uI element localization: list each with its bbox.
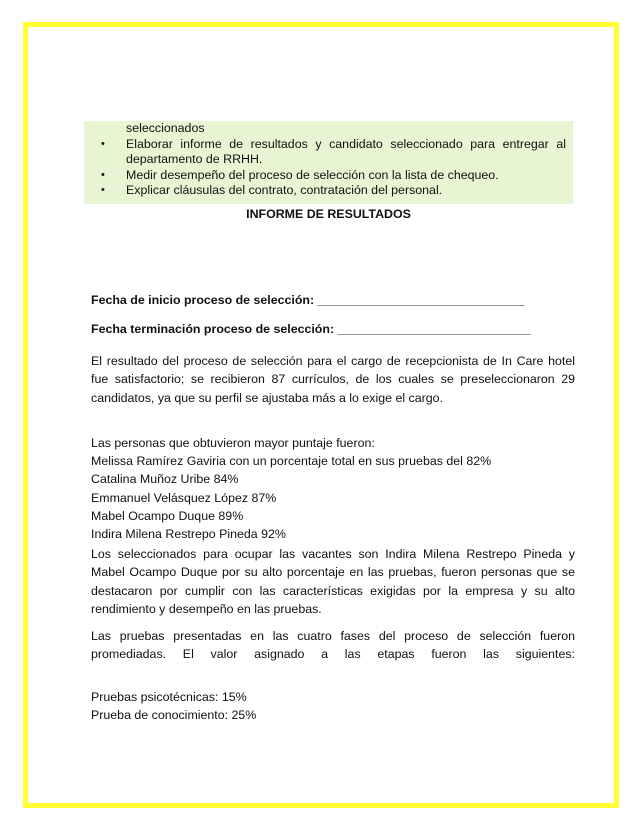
end-date-field: Fecha terminación proceso de selección: ____________________________ xyxy=(91,322,531,336)
bullet-text: Elaborar informe de resultados y candidato seleccionado para entregar al departamento de RRHH. xyxy=(126,136,566,166)
bullet-text: Explicar cláusulas del contrato, contratación del personal. xyxy=(126,183,443,197)
list-item: Pruebas psicotécnicas: 15% xyxy=(91,690,247,704)
list-item: Prueba de conocimiento: 25% xyxy=(91,708,257,723)
list-item xyxy=(84,121,573,137)
bullet-icon: • xyxy=(101,184,105,196)
bullet-list xyxy=(84,121,573,199)
scores-intro: Las personas que obtuvieron mayor puntaje fueron: xyxy=(91,436,375,450)
results-paragraph: El resultado del proceso de selección para el cargo de recepcionista de In Care hotel fue satisfactorio; se recibieron 87 currículos, de los cuales se preseleccionaron 29 candidatos, ya que su perfil se ajustaba más a lo exige el cargo. xyxy=(91,354,575,405)
scores-list xyxy=(91,434,491,543)
weights-list xyxy=(91,688,256,724)
list-item: Indira Milena Restrepo Pineda 92% xyxy=(91,527,286,542)
bullet-icon: • xyxy=(101,168,105,181)
selection-paragraph: Los seleccionados para ocupar las vacantes son Indira Milena Restrepo Pineda y Mabel Ocampo Duque por su alto porcentaje en las pruebas, fueron personas que se destacaron por cumplir con las características exigidas por la empresa y su alto rendimiento y desempeño en las pruebas. xyxy=(91,547,575,616)
list-item: Catalina Muñoz Uribe 84% xyxy=(91,472,239,487)
list-item xyxy=(84,168,573,184)
tests-paragraph: Las pruebas presentadas en las cuatro fases del proceso de selección fueron promediadas. El valor asignado a las etapas fueron las siguientes: xyxy=(91,629,575,662)
start-date-field: Fecha de inicio proceso de selección: ______________________________ xyxy=(91,293,525,307)
continuation-text: seleccionados xyxy=(126,121,205,135)
bullet-icon: • xyxy=(101,137,105,150)
list-item xyxy=(84,183,573,199)
list-item: Emmanuel Velásquez López 87% xyxy=(91,490,277,505)
report-heading: INFORME DE RESULTADOS xyxy=(246,207,411,221)
bullet-text: Medir desempeño del proceso de selección con la lista de chequeo. xyxy=(126,167,499,182)
list-item: Melissa Ramírez Gaviria con un porcentaje total en sus pruebas del 82% xyxy=(91,454,492,469)
list-item: Mabel Ocampo Duque 89% xyxy=(91,508,244,523)
list-item xyxy=(84,137,573,168)
